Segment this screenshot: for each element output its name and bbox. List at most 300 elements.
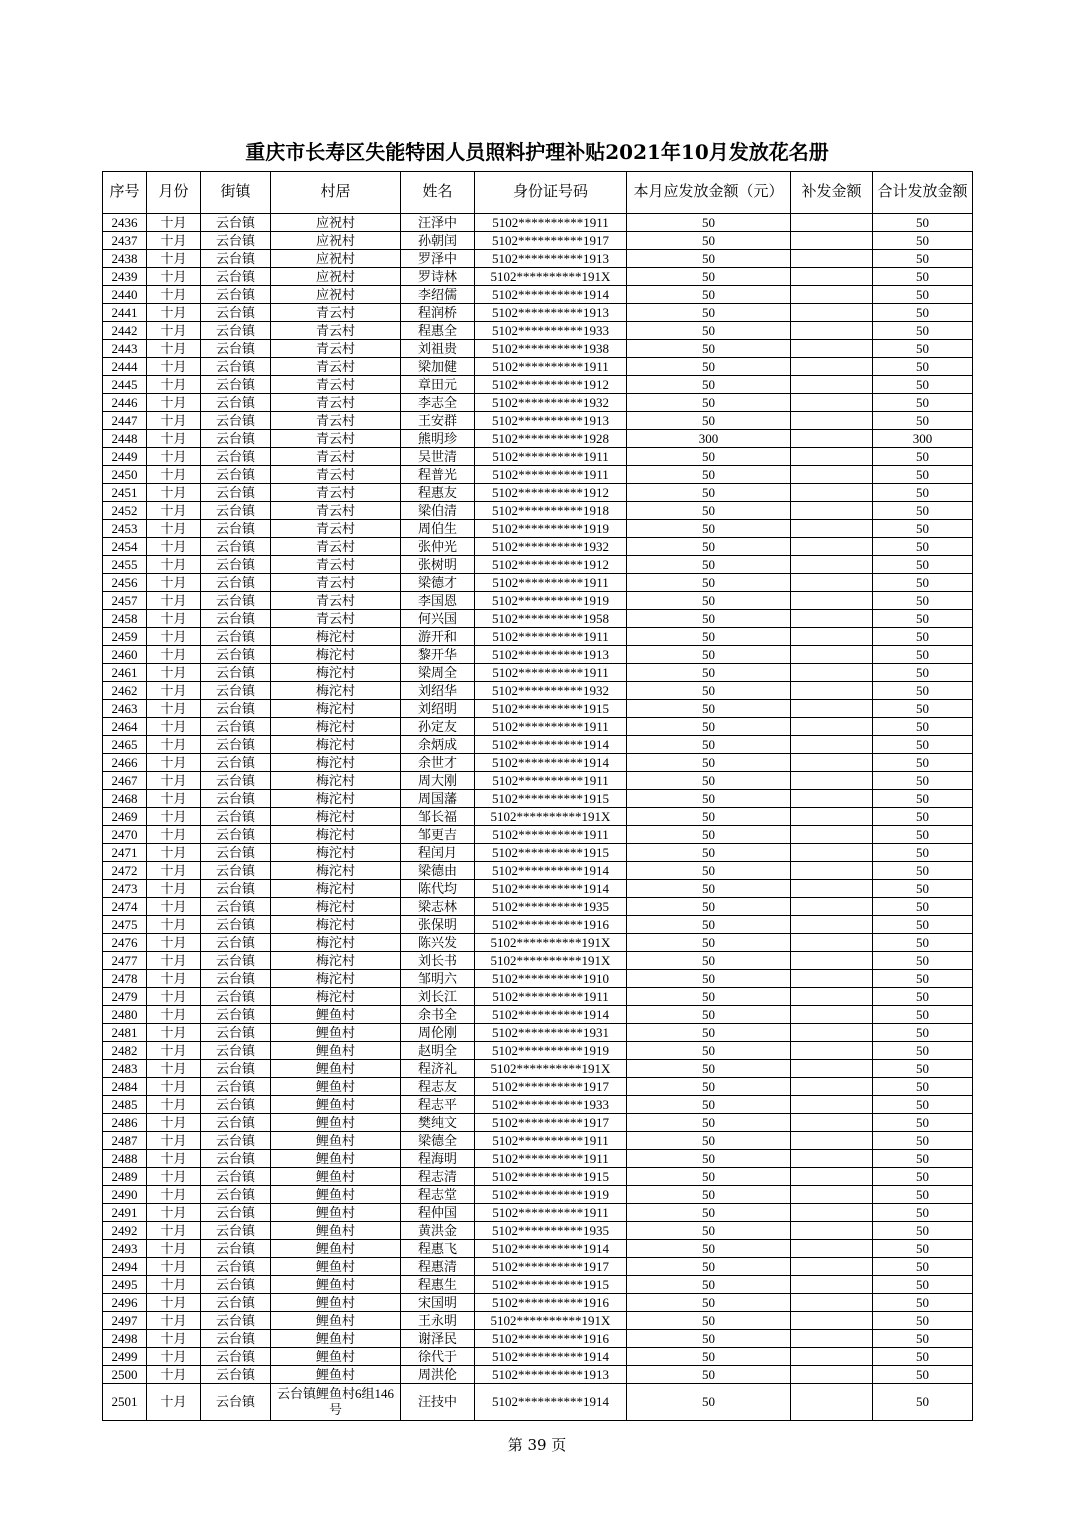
cell-back-pay <box>791 1240 873 1258</box>
cell-id-number: 5102**********1915 <box>475 700 627 718</box>
cell-index: 2485 <box>103 1096 147 1114</box>
cell-village: 青云村 <box>271 448 401 466</box>
cell-total: 50 <box>873 1204 973 1222</box>
cell-village: 梅沱村 <box>271 754 401 772</box>
cell-month: 十月 <box>147 844 201 862</box>
cell-village: 青云村 <box>271 502 401 520</box>
cell-name: 孙定友 <box>401 718 475 736</box>
cell-name: 黄洪金 <box>401 1222 475 1240</box>
cell-name: 吴世清 <box>401 448 475 466</box>
cell-back-pay <box>791 826 873 844</box>
table-row <box>103 1006 973 1024</box>
cell-id-number: 5102**********1914 <box>475 880 627 898</box>
table-row <box>103 592 973 610</box>
cell-amount-due: 50 <box>627 250 791 268</box>
cell-month: 十月 <box>147 322 201 340</box>
cell-id-number: 5102**********1911 <box>475 1132 627 1150</box>
cell-town: 云台镇 <box>201 1060 271 1078</box>
cell-back-pay <box>791 1348 873 1366</box>
cell-total: 50 <box>873 214 973 232</box>
table-row <box>103 430 973 448</box>
cell-amount-due: 50 <box>627 1222 791 1240</box>
cell-back-pay <box>791 970 873 988</box>
cell-village: 青云村 <box>271 322 401 340</box>
cell-id-number: 5102**********1913 <box>475 250 627 268</box>
cell-amount-due: 50 <box>627 412 791 430</box>
cell-index: 2440 <box>103 286 147 304</box>
cell-id-number: 5102**********1919 <box>475 1186 627 1204</box>
cell-name: 梁德才 <box>401 574 475 592</box>
cell-month: 十月 <box>147 682 201 700</box>
cell-back-pay <box>791 880 873 898</box>
cell-index: 2476 <box>103 934 147 952</box>
table-row <box>103 1240 973 1258</box>
cell-name: 刘长书 <box>401 952 475 970</box>
cell-village: 梅沱村 <box>271 700 401 718</box>
cell-town: 云台镇 <box>201 736 271 754</box>
cell-index: 2470 <box>103 826 147 844</box>
cell-index: 2469 <box>103 808 147 826</box>
cell-amount-due: 50 <box>627 1168 791 1186</box>
cell-total: 50 <box>873 610 973 628</box>
cell-amount-due: 50 <box>627 736 791 754</box>
cell-month: 十月 <box>147 1168 201 1186</box>
cell-back-pay <box>791 934 873 952</box>
cell-town: 云台镇 <box>201 916 271 934</box>
cell-amount-due: 50 <box>627 1330 791 1348</box>
cell-month: 十月 <box>147 484 201 502</box>
cell-name: 梁德由 <box>401 862 475 880</box>
cell-name: 周大刚 <box>401 772 475 790</box>
cell-index: 2453 <box>103 520 147 538</box>
cell-month: 十月 <box>147 610 201 628</box>
cell-id-number: 5102**********1914 <box>475 1384 627 1421</box>
cell-id-number: 5102**********1932 <box>475 682 627 700</box>
cell-id-number: 5102**********1958 <box>475 610 627 628</box>
cell-total: 50 <box>873 808 973 826</box>
cell-name: 汪泽中 <box>401 214 475 232</box>
cell-amount-due: 50 <box>627 1132 791 1150</box>
cell-month: 十月 <box>147 664 201 682</box>
cell-month: 十月 <box>147 1114 201 1132</box>
col-header-village: 村居 <box>271 172 401 214</box>
cell-name: 梁志林 <box>401 898 475 916</box>
table-row <box>103 484 973 502</box>
cell-index: 2452 <box>103 502 147 520</box>
cell-name: 李国恩 <box>401 592 475 610</box>
cell-index: 2492 <box>103 1222 147 1240</box>
col-header-back-pay: 补发金额 <box>791 172 873 214</box>
cell-id-number: 5102**********1928 <box>475 430 627 448</box>
cell-index: 2501 <box>103 1384 147 1421</box>
table-row <box>103 1204 973 1222</box>
cell-month: 十月 <box>147 1078 201 1096</box>
cell-village: 应祝村 <box>271 214 401 232</box>
cell-id-number: 5102**********1932 <box>475 394 627 412</box>
cell-total: 50 <box>873 790 973 808</box>
cell-name: 余炳成 <box>401 736 475 754</box>
cell-index: 2444 <box>103 358 147 376</box>
cell-total: 50 <box>873 1258 973 1276</box>
cell-back-pay <box>791 1312 873 1330</box>
cell-total: 50 <box>873 736 973 754</box>
cell-name: 程惠生 <box>401 1276 475 1294</box>
cell-town: 云台镇 <box>201 1042 271 1060</box>
cell-name: 程惠飞 <box>401 1240 475 1258</box>
cell-back-pay <box>791 520 873 538</box>
cell-id-number: 5102**********1910 <box>475 970 627 988</box>
cell-village: 青云村 <box>271 376 401 394</box>
cell-village: 梅沱村 <box>271 826 401 844</box>
cell-amount-due: 50 <box>627 574 791 592</box>
cell-village: 青云村 <box>271 592 401 610</box>
cell-index: 2473 <box>103 880 147 898</box>
table-row <box>103 1384 973 1421</box>
cell-id-number: 5102**********1911 <box>475 466 627 484</box>
cell-back-pay <box>791 1186 873 1204</box>
cell-total: 50 <box>873 448 973 466</box>
cell-back-pay <box>791 844 873 862</box>
cell-back-pay <box>791 592 873 610</box>
table-row <box>103 1114 973 1132</box>
cell-amount-due: 50 <box>627 808 791 826</box>
cell-total: 50 <box>873 934 973 952</box>
cell-town: 云台镇 <box>201 502 271 520</box>
cell-month: 十月 <box>147 502 201 520</box>
cell-month: 十月 <box>147 736 201 754</box>
cell-id-number: 5102**********1913 <box>475 646 627 664</box>
cell-index: 2441 <box>103 304 147 322</box>
table-row <box>103 556 973 574</box>
cell-index: 2450 <box>103 466 147 484</box>
cell-back-pay <box>791 628 873 646</box>
page-number: 第 39 页 <box>507 1436 567 1454</box>
cell-month: 十月 <box>147 1222 201 1240</box>
cell-index: 2474 <box>103 898 147 916</box>
cell-town: 云台镇 <box>201 898 271 916</box>
cell-back-pay <box>791 1078 873 1096</box>
cell-town: 云台镇 <box>201 1096 271 1114</box>
cell-name: 赵明全 <box>401 1042 475 1060</box>
cell-id-number: 5102**********1911 <box>475 628 627 646</box>
cell-month: 十月 <box>147 772 201 790</box>
cell-month: 十月 <box>147 934 201 952</box>
cell-id-number: 5102**********1912 <box>475 484 627 502</box>
cell-town: 云台镇 <box>201 304 271 322</box>
cell-id-number: 5102**********1911 <box>475 574 627 592</box>
cell-id-number: 5102**********1914 <box>475 1006 627 1024</box>
cell-back-pay <box>791 1330 873 1348</box>
cell-amount-due: 50 <box>627 1312 791 1330</box>
cell-name: 徐代于 <box>401 1348 475 1366</box>
cell-name: 黎开华 <box>401 646 475 664</box>
cell-total: 50 <box>873 484 973 502</box>
cell-total: 50 <box>873 286 973 304</box>
cell-name: 刘绍华 <box>401 682 475 700</box>
cell-town: 云台镇 <box>201 448 271 466</box>
cell-total: 50 <box>873 1132 973 1150</box>
cell-village: 鲤鱼村 <box>271 1312 401 1330</box>
cell-village: 青云村 <box>271 538 401 556</box>
table-row <box>103 1096 973 1114</box>
cell-id-number: 5102**********191X <box>475 268 627 286</box>
cell-back-pay <box>791 466 873 484</box>
cell-month: 十月 <box>147 538 201 556</box>
cell-total: 50 <box>873 1078 973 1096</box>
cell-month: 十月 <box>147 898 201 916</box>
cell-index: 2464 <box>103 718 147 736</box>
table-row <box>103 808 973 826</box>
cell-total: 50 <box>873 880 973 898</box>
table-row <box>103 412 973 430</box>
cell-town: 云台镇 <box>201 376 271 394</box>
cell-name: 程志堂 <box>401 1186 475 1204</box>
cell-id-number: 5102**********1911 <box>475 988 627 1006</box>
table-row <box>103 304 973 322</box>
cell-id-number: 5102**********1914 <box>475 754 627 772</box>
cell-month: 十月 <box>147 430 201 448</box>
cell-index: 2499 <box>103 1348 147 1366</box>
table-row <box>103 322 973 340</box>
cell-index: 2479 <box>103 988 147 1006</box>
cell-month: 十月 <box>147 232 201 250</box>
cell-village: 鲤鱼村 <box>271 1024 401 1042</box>
cell-total: 50 <box>873 1186 973 1204</box>
cell-village: 青云村 <box>271 610 401 628</box>
cell-amount-due: 50 <box>627 844 791 862</box>
cell-amount-due: 50 <box>627 1384 791 1421</box>
table-row <box>103 826 973 844</box>
table-row <box>103 538 973 556</box>
cell-index: 2488 <box>103 1150 147 1168</box>
cell-village: 梅沱村 <box>271 970 401 988</box>
cell-name: 张保明 <box>401 916 475 934</box>
cell-index: 2478 <box>103 970 147 988</box>
cell-town: 云台镇 <box>201 880 271 898</box>
table-row <box>103 376 973 394</box>
table-row <box>103 502 973 520</box>
cell-id-number: 5102**********1915 <box>475 844 627 862</box>
cell-village: 应祝村 <box>271 286 401 304</box>
cell-index: 2482 <box>103 1042 147 1060</box>
table-row <box>103 880 973 898</box>
cell-total: 50 <box>873 340 973 358</box>
cell-id-number: 5102**********1911 <box>475 772 627 790</box>
cell-town: 云台镇 <box>201 592 271 610</box>
cell-month: 十月 <box>147 250 201 268</box>
cell-id-number: 5102**********191X <box>475 934 627 952</box>
cell-back-pay <box>791 718 873 736</box>
cell-amount-due: 50 <box>627 970 791 988</box>
cell-amount-due: 50 <box>627 268 791 286</box>
cell-town: 云台镇 <box>201 934 271 952</box>
cell-index: 2462 <box>103 682 147 700</box>
cell-amount-due: 50 <box>627 718 791 736</box>
cell-back-pay <box>791 808 873 826</box>
cell-total: 50 <box>873 1348 973 1366</box>
cell-id-number: 5102**********1916 <box>475 1330 627 1348</box>
cell-town: 云台镇 <box>201 520 271 538</box>
cell-month: 十月 <box>147 916 201 934</box>
cell-village: 梅沱村 <box>271 772 401 790</box>
cell-index: 2480 <box>103 1006 147 1024</box>
cell-amount-due: 50 <box>627 646 791 664</box>
table-row <box>103 1294 973 1312</box>
cell-total: 50 <box>873 700 973 718</box>
cell-village: 鲤鱼村 <box>271 1204 401 1222</box>
cell-village: 梅沱村 <box>271 646 401 664</box>
cell-index: 2497 <box>103 1312 147 1330</box>
cell-name: 梁周全 <box>401 664 475 682</box>
cell-name: 程惠全 <box>401 322 475 340</box>
cell-month: 十月 <box>147 394 201 412</box>
cell-back-pay <box>791 1042 873 1060</box>
cell-name: 程济礼 <box>401 1060 475 1078</box>
cell-name: 李志全 <box>401 394 475 412</box>
cell-total: 50 <box>873 268 973 286</box>
cell-town: 云台镇 <box>201 574 271 592</box>
cell-month: 十月 <box>147 808 201 826</box>
cell-village: 青云村 <box>271 484 401 502</box>
cell-village: 青云村 <box>271 358 401 376</box>
cell-name: 梁加健 <box>401 358 475 376</box>
cell-town: 云台镇 <box>201 970 271 988</box>
cell-back-pay <box>791 736 873 754</box>
col-header-total: 合计发放金额 <box>873 172 973 214</box>
cell-month: 十月 <box>147 268 201 286</box>
cell-index: 2471 <box>103 844 147 862</box>
cell-index: 2490 <box>103 1186 147 1204</box>
cell-index: 2491 <box>103 1204 147 1222</box>
cell-total: 50 <box>873 466 973 484</box>
cell-amount-due: 50 <box>627 448 791 466</box>
cell-village: 鲤鱼村 <box>271 1006 401 1024</box>
cell-town: 云台镇 <box>201 808 271 826</box>
cell-back-pay <box>791 1114 873 1132</box>
cell-total: 50 <box>873 1150 973 1168</box>
cell-town: 云台镇 <box>201 322 271 340</box>
cell-name: 程仲国 <box>401 1204 475 1222</box>
cell-id-number: 5102**********1916 <box>475 1294 627 1312</box>
col-header-month: 月份 <box>147 172 201 214</box>
cell-back-pay <box>791 412 873 430</box>
cell-back-pay <box>791 790 873 808</box>
cell-back-pay <box>791 988 873 1006</box>
page-title: 重庆市长寿区失能特困人员照料护理补贴2021年10月发放花名册 <box>245 140 829 164</box>
cell-index: 2498 <box>103 1330 147 1348</box>
cell-back-pay <box>791 502 873 520</box>
cell-back-pay <box>791 574 873 592</box>
cell-index: 2442 <box>103 322 147 340</box>
cell-month: 十月 <box>147 574 201 592</box>
cell-amount-due: 50 <box>627 1240 791 1258</box>
cell-index: 2454 <box>103 538 147 556</box>
cell-id-number: 5102**********1912 <box>475 376 627 394</box>
cell-village: 鲤鱼村 <box>271 1366 401 1384</box>
cell-month: 十月 <box>147 700 201 718</box>
cell-village: 青云村 <box>271 394 401 412</box>
cell-town: 云台镇 <box>201 1186 271 1204</box>
cell-id-number: 5102**********1915 <box>475 1168 627 1186</box>
cell-name: 罗诗林 <box>401 268 475 286</box>
table-row <box>103 250 973 268</box>
cell-amount-due: 50 <box>627 880 791 898</box>
cell-month: 十月 <box>147 1042 201 1060</box>
cell-name: 张仲光 <box>401 538 475 556</box>
cell-month: 十月 <box>147 790 201 808</box>
cell-amount-due: 50 <box>627 1150 791 1168</box>
cell-index: 2475 <box>103 916 147 934</box>
cell-name: 游开和 <box>401 628 475 646</box>
cell-month: 十月 <box>147 448 201 466</box>
cell-village: 梅沱村 <box>271 844 401 862</box>
cell-village: 鲤鱼村 <box>271 1222 401 1240</box>
cell-town: 云台镇 <box>201 718 271 736</box>
cell-index: 2443 <box>103 340 147 358</box>
cell-total: 50 <box>873 1114 973 1132</box>
cell-total: 50 <box>873 394 973 412</box>
cell-back-pay <box>791 268 873 286</box>
cell-id-number: 5102**********1914 <box>475 1240 627 1258</box>
cell-id-number: 5102**********191X <box>475 1060 627 1078</box>
cell-amount-due: 50 <box>627 214 791 232</box>
cell-month: 十月 <box>147 862 201 880</box>
cell-index: 2446 <box>103 394 147 412</box>
cell-total: 50 <box>873 322 973 340</box>
cell-town: 云台镇 <box>201 988 271 1006</box>
cell-total: 50 <box>873 304 973 322</box>
cell-index: 2494 <box>103 1258 147 1276</box>
cell-village: 梅沱村 <box>271 934 401 952</box>
cell-village: 梅沱村 <box>271 790 401 808</box>
cell-total: 50 <box>873 1366 973 1384</box>
cell-back-pay <box>791 448 873 466</box>
cell-amount-due: 50 <box>627 664 791 682</box>
cell-amount-due: 50 <box>627 376 791 394</box>
table-row <box>103 682 973 700</box>
table-row <box>103 340 973 358</box>
cell-town: 云台镇 <box>201 1078 271 1096</box>
cell-id-number: 5102**********1911 <box>475 1204 627 1222</box>
cell-month: 十月 <box>147 1204 201 1222</box>
cell-town: 云台镇 <box>201 538 271 556</box>
cell-town: 云台镇 <box>201 646 271 664</box>
cell-town: 云台镇 <box>201 1006 271 1024</box>
table-row <box>103 844 973 862</box>
cell-id-number: 5102**********1914 <box>475 862 627 880</box>
table-row <box>103 970 973 988</box>
cell-name: 邹明六 <box>401 970 475 988</box>
cell-back-pay <box>791 358 873 376</box>
col-header-amount-due: 本月应发放金额（元） <box>627 172 791 214</box>
cell-amount-due: 50 <box>627 1006 791 1024</box>
cell-village: 鲤鱼村 <box>271 1042 401 1060</box>
cell-amount-due: 50 <box>627 898 791 916</box>
cell-id-number: 5102**********191X <box>475 952 627 970</box>
cell-town: 云台镇 <box>201 1222 271 1240</box>
table-row <box>103 466 973 484</box>
table-row <box>103 754 973 772</box>
cell-amount-due: 50 <box>627 358 791 376</box>
cell-back-pay <box>791 214 873 232</box>
cell-name: 程志清 <box>401 1168 475 1186</box>
cell-town: 云台镇 <box>201 610 271 628</box>
cell-village: 鲤鱼村 <box>271 1276 401 1294</box>
cell-index: 2436 <box>103 214 147 232</box>
cell-village: 鲤鱼村 <box>271 1168 401 1186</box>
cell-back-pay <box>791 538 873 556</box>
cell-amount-due: 50 <box>627 340 791 358</box>
